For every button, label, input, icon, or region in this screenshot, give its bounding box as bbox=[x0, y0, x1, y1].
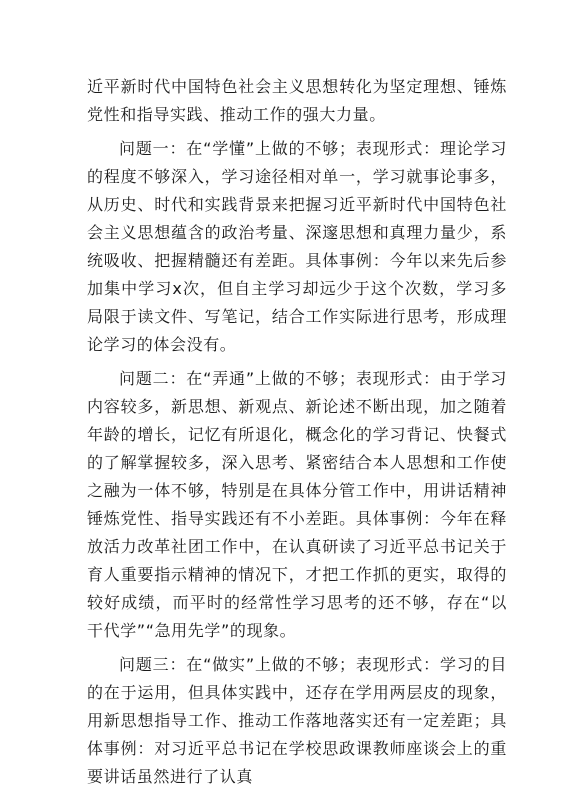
paragraph-problem-three: 问题三：在“做实”上做的不够；表现形式：学习的目的在于运用，但具体实践中，还存在学用两层皮的现象，用新思想指导工作、推动工作落地落实还有一定差距；具体事例：对习近平总书记在学校思政课教师座谈会上的重要讲话虽然进行了认真 bbox=[87, 655, 507, 786]
paragraph-problem-two: 问题二：在“弄通”上做的不够；表现形式：由于学习内容较多，新思想、新观点、新论述不断出现，加之随着年龄的增长，记忆有所退化，概念化的学习背记、快餐式的了解掌握较多，深入思考、紧密结合本人思想和工作使之融为一体不够，特别是在具体分管工作中，用讲话精神锤炼党性、指导实践还有不小差距。具体事例：今年在释放活力改革社团工作中，在认真研读了习近平总书记关于育人重要指示精神的情况下，才把工作抓的更实，取得的较好成绩，而平时的经常性学习思考的还不够，存在“以干代学”“急用先学”的现象。 bbox=[87, 369, 507, 640]
paragraph-continuation: 近平新时代中国特色社会主义思想转化为坚定理想、锤炼党性和指导实践、推动工作的强大力量。 bbox=[87, 77, 507, 124]
paragraph-problem-one: 问题一：在“学懂”上做的不够；表现形式：理论学习的程度不够深入，学习途径相对单一，学习就事论事多，从历史、时代和实践背景来把握习近平新时代中国特色社会主义思想蕴含的政治考量、深邃思想和真理力量少，系统吸收、把握精髓还有差距。具体事例：今年以来先后参加集中学习x次，但自主学习却远少于这个次数，学习多局限于读文件、写笔记，结合工作实际进行思考，形成理论学习的体会没有。 bbox=[87, 139, 507, 354]
document-body bbox=[87, 73, 507, 791]
